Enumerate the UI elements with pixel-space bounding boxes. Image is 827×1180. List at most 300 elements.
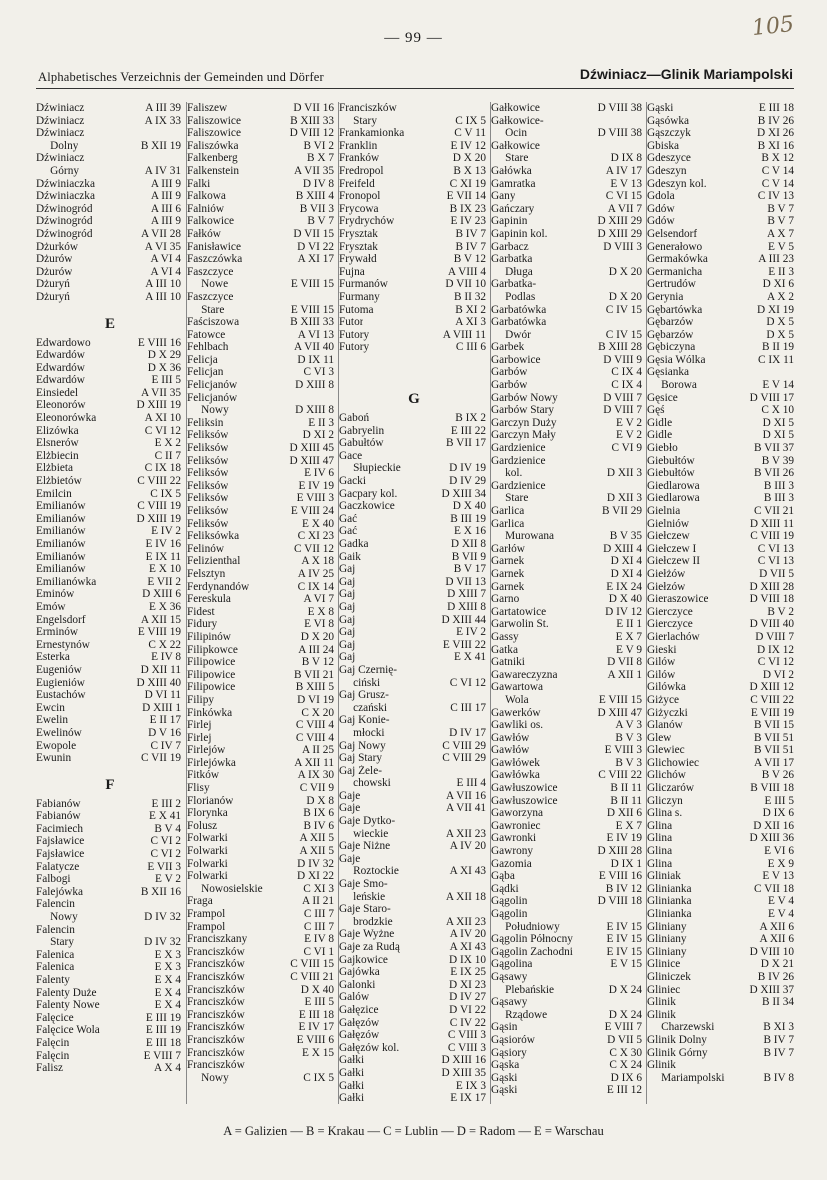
map-reference: E IX 3 xyxy=(455,1079,486,1092)
place-name: leńskie xyxy=(339,890,386,903)
index-entry xyxy=(187,518,337,531)
index-entry xyxy=(339,278,489,291)
index-entry xyxy=(647,568,797,581)
place-name: Gąba xyxy=(491,870,515,883)
map-reference xyxy=(483,815,489,828)
index-entry xyxy=(36,752,184,765)
map-reference: D X 24 xyxy=(608,1008,642,1021)
place-name: Eugieniów xyxy=(36,676,85,689)
index-entry xyxy=(187,291,337,304)
map-reference: A VII 35 xyxy=(141,386,181,399)
place-name: Gaje xyxy=(339,852,361,865)
place-name: Felsztyn xyxy=(187,567,226,580)
place-name: Faszczyce xyxy=(187,265,234,278)
index-entry xyxy=(36,740,184,753)
map-reference: E VIII 16 xyxy=(598,870,642,883)
place-name: Giełżów xyxy=(647,567,686,580)
index-entry xyxy=(36,873,184,886)
place-name: Folwarki xyxy=(187,845,228,858)
place-name: Glichowiec xyxy=(647,756,700,769)
index-entry xyxy=(491,165,645,178)
index-entry xyxy=(647,417,797,430)
place-name: Nowy xyxy=(187,404,229,417)
index-entry xyxy=(339,1067,489,1080)
place-name: Gałkowice xyxy=(491,102,540,114)
place-name: Feliksin xyxy=(187,416,224,429)
place-name: brodzkie xyxy=(339,915,393,928)
map-reference: C VI 3 xyxy=(303,366,334,379)
place-name: Gąski xyxy=(491,1071,518,1084)
map-reference: E VIII 19 xyxy=(750,706,794,719)
map-reference: B VIII 18 xyxy=(750,782,794,795)
map-reference: A IV 31 xyxy=(144,164,181,177)
map-reference: E III 12 xyxy=(606,1084,642,1097)
map-reference: E IV 8 xyxy=(151,651,181,664)
place-name: Garbów Nowy xyxy=(491,391,558,404)
index-entry xyxy=(491,870,645,883)
index-entry xyxy=(36,576,184,589)
place-name: Gałki xyxy=(339,1079,365,1092)
map-reference: A IX 33 xyxy=(144,114,181,127)
index-entry xyxy=(647,782,797,795)
place-name: Gągolin Zachodni xyxy=(491,945,573,958)
place-name: Gawronki xyxy=(491,832,537,845)
map-reference xyxy=(483,450,489,463)
place-name: Gawłów xyxy=(491,744,530,757)
index-entry xyxy=(187,984,337,997)
map-reference: E X 4 xyxy=(154,999,181,1012)
index-entry xyxy=(36,127,184,140)
map-reference: B XI 2 xyxy=(455,303,486,316)
index-entry xyxy=(647,744,797,757)
place-name: Elżbiecin xyxy=(36,449,79,462)
map-reference: D XIII 47 xyxy=(289,454,334,467)
place-name: Gawrony xyxy=(491,845,534,858)
place-name: Facimiech xyxy=(36,822,84,835)
map-reference xyxy=(639,996,645,1009)
index-entry xyxy=(187,669,337,682)
index-entry xyxy=(36,1024,184,1037)
map-reference: E X 3 xyxy=(154,961,181,974)
index-entry xyxy=(491,530,645,543)
place-name: Falęcin xyxy=(36,1049,70,1062)
map-reference: C VIII 19 xyxy=(137,500,181,513)
place-name: Elizówka xyxy=(36,424,79,437)
place-name: Falęcin xyxy=(36,1036,70,1049)
map-reference: B II 19 xyxy=(761,341,794,354)
map-reference: E III 5 xyxy=(764,794,794,807)
map-reference: C VIII 22 xyxy=(750,693,794,706)
place-name: Gąsówka xyxy=(647,114,690,127)
place-name: Dwór xyxy=(491,328,531,341)
index-entry xyxy=(647,707,797,720)
place-name: Fredropol xyxy=(339,164,384,177)
place-name: Glina xyxy=(647,857,673,870)
place-name: Falenty Nowe xyxy=(36,999,100,1012)
place-name: Garbatówka xyxy=(491,316,547,329)
place-name: Gaje Smo- xyxy=(339,878,388,891)
place-name: Gilów xyxy=(647,656,676,669)
index-entry xyxy=(491,417,645,430)
map-reference: D IX 11 xyxy=(297,353,334,366)
place-name: Gacki xyxy=(339,475,366,488)
index-entry xyxy=(339,412,489,425)
place-name: Gertrudów xyxy=(647,278,696,291)
index-entry xyxy=(339,329,489,342)
index-entry xyxy=(187,606,337,619)
index-entry xyxy=(36,241,184,254)
index-entry xyxy=(339,462,489,475)
map-reference: D VIII 18 xyxy=(749,593,794,606)
map-reference xyxy=(483,689,489,702)
map-reference: D XI 5 xyxy=(762,429,794,442)
place-name: Gajkowice xyxy=(339,953,388,966)
map-reference: D XIII 40 xyxy=(136,676,181,689)
place-name: Gawartowa xyxy=(491,681,544,694)
index-column-1 xyxy=(36,102,184,1104)
region-legend: A = Galizien — B = Krakau — C = Lublin — D = Radom — E = Warschau xyxy=(223,1124,604,1138)
index-entry xyxy=(491,190,645,203)
index-entry xyxy=(647,543,797,556)
place-name: Garbów xyxy=(491,366,528,379)
index-entry xyxy=(647,1072,797,1085)
place-name: Mariampolski xyxy=(647,1071,725,1084)
map-reference: D XIII 8 xyxy=(295,404,334,417)
map-reference: D IV 32 xyxy=(144,911,181,924)
place-name: czański xyxy=(339,701,387,714)
place-name: Eugeniów xyxy=(36,663,82,676)
index-entry xyxy=(36,1037,184,1050)
index-entry xyxy=(647,530,797,543)
map-reference: E III 5 xyxy=(304,996,334,1009)
map-reference: C VI 9 xyxy=(611,442,642,455)
map-reference: D VIII 12 xyxy=(289,127,334,140)
map-reference: D VIII 7 xyxy=(603,391,642,404)
place-name: Gęsia Wólka xyxy=(647,353,706,366)
index-entry xyxy=(187,178,337,191)
index-entry xyxy=(187,480,337,493)
index-entry xyxy=(491,644,645,657)
index-entry xyxy=(647,304,797,317)
index-entry xyxy=(36,551,184,564)
place-name: Filipowice xyxy=(187,668,236,681)
map-reference: D VIII 7 xyxy=(755,630,794,643)
place-name: Garlica xyxy=(491,517,525,530)
index-column-2 xyxy=(186,102,337,1104)
index-entry xyxy=(491,921,645,934)
index-entry xyxy=(647,732,797,745)
map-reference xyxy=(639,253,645,266)
place-name: Gawłuszowice xyxy=(491,782,558,795)
map-reference: D XIII 47 xyxy=(597,706,642,719)
place-name: Felicjanów xyxy=(187,391,238,404)
place-name: Felicja xyxy=(187,353,218,366)
place-name: Stary xyxy=(339,114,377,127)
place-name: Filipkowce xyxy=(187,643,238,656)
place-name: Garbatówka xyxy=(491,303,547,316)
index-entry xyxy=(36,437,184,450)
map-reference: A III 9 xyxy=(150,215,181,228)
index-entry xyxy=(647,757,797,770)
place-name: Ewunin xyxy=(36,752,72,765)
index-entry xyxy=(36,823,184,836)
index-entry xyxy=(187,757,337,770)
map-reference: B IV 6 xyxy=(303,819,334,832)
place-name: Garnek xyxy=(491,555,525,568)
index-entry xyxy=(187,946,337,959)
index-entry xyxy=(491,1059,645,1072)
map-reference: C VIII 22 xyxy=(137,475,181,488)
place-name: Edwardów xyxy=(36,349,85,362)
place-name: Gawłuszowice xyxy=(491,794,558,807)
place-name: Firlejów xyxy=(187,744,226,757)
place-name: Fitków xyxy=(187,769,220,782)
index-entry xyxy=(339,241,489,254)
place-name: Gańczary xyxy=(491,202,535,215)
map-reference: D XIII 37 xyxy=(749,983,794,996)
map-reference xyxy=(639,971,645,984)
map-reference: B XIII 28 xyxy=(598,341,642,354)
place-name: Południowy xyxy=(491,920,560,933)
place-name: Glina xyxy=(647,845,673,858)
index-entry xyxy=(187,442,337,455)
map-reference: A XII 5 xyxy=(299,845,334,858)
map-reference: B VII 3 xyxy=(299,202,334,215)
map-reference: D VII 16 xyxy=(293,102,334,114)
map-reference: C X 20 xyxy=(301,706,334,719)
place-name: Gęsice xyxy=(647,391,678,404)
index-entry xyxy=(491,858,645,871)
map-reference: C VIII 29 xyxy=(442,752,486,765)
place-name: Gądki xyxy=(491,882,519,895)
map-reference: B IX 23 xyxy=(449,202,486,215)
map-reference: C VIII 15 xyxy=(290,958,334,971)
index-entry xyxy=(36,651,184,664)
place-name: Futory xyxy=(339,341,370,354)
index-entry xyxy=(36,278,184,291)
index-entry xyxy=(647,984,797,997)
index-entry xyxy=(339,513,489,526)
map-reference: E IV 2 xyxy=(456,626,486,639)
index-entry xyxy=(647,719,797,732)
map-reference: D X 29 xyxy=(147,349,181,362)
map-reference xyxy=(331,266,337,279)
map-reference: D XI 19 xyxy=(756,303,794,316)
index-entry xyxy=(491,757,645,770)
place-name: Glanów xyxy=(647,719,683,732)
map-reference: D IV 32 xyxy=(144,936,181,949)
place-name: Gliniany xyxy=(647,920,687,933)
index-entry xyxy=(647,442,797,455)
index-entry xyxy=(339,127,489,140)
map-reference: C III 7 xyxy=(303,908,334,920)
place-name: Gaje Niżne xyxy=(339,840,391,853)
map-reference: E II 3 xyxy=(308,416,334,429)
map-reference: E VIII 15 xyxy=(598,693,642,706)
place-name: Germakówka xyxy=(647,253,708,266)
map-reference: E III 4 xyxy=(456,777,486,790)
index-entry xyxy=(491,392,645,405)
place-name: Gilów xyxy=(647,668,676,681)
index-entry xyxy=(339,488,489,501)
index-entry xyxy=(491,656,645,669)
place-name: Glinianka xyxy=(647,895,692,908)
map-reference: D IV 32 xyxy=(297,857,334,870)
place-name: Stare xyxy=(491,152,529,165)
map-reference: B V 35 xyxy=(609,530,642,543)
map-reference: A XII 5 xyxy=(299,832,334,845)
place-name: Gierlachów xyxy=(647,630,700,643)
index-entry xyxy=(187,543,337,556)
place-name: Wola xyxy=(491,693,529,706)
place-name: Feliksów xyxy=(187,429,229,442)
index-entry xyxy=(647,518,797,531)
place-name: Giełczew II xyxy=(647,555,700,568)
place-name: Generałowo xyxy=(647,240,703,253)
place-name: Franklin xyxy=(339,139,378,152)
map-reference: C VI 2 xyxy=(150,835,181,848)
index-entry xyxy=(491,707,645,720)
index-entry xyxy=(339,304,489,317)
place-name: Gałęzów xyxy=(339,1016,380,1029)
map-reference: C VI 13 xyxy=(757,542,794,555)
place-name: Giebło xyxy=(647,442,678,455)
place-name: Faszczyce xyxy=(187,290,234,303)
map-reference xyxy=(483,664,489,677)
index-entry xyxy=(187,530,337,543)
place-name: Giełczew xyxy=(647,530,690,543)
place-name: Gąsawy xyxy=(491,970,528,983)
index-entry xyxy=(339,576,489,589)
index-entry xyxy=(187,455,337,468)
place-name: Franciszków xyxy=(187,1021,245,1034)
map-reference: A XII 15 xyxy=(140,613,181,626)
index-entry xyxy=(491,366,645,379)
place-name: Glina xyxy=(647,819,673,832)
index-entry xyxy=(647,644,797,657)
map-reference: D IV 17 xyxy=(449,726,486,739)
place-name: Garnek xyxy=(491,567,525,580)
place-name: Glinik xyxy=(647,996,676,1009)
index-entry xyxy=(339,538,489,551)
index-entry xyxy=(187,140,337,153)
map-reference: E V 5 xyxy=(768,240,794,253)
index-entry xyxy=(647,467,797,480)
place-name: Gacpary kol. xyxy=(339,487,398,500)
map-reference: B XIII 5 xyxy=(295,681,334,694)
map-reference: D VI 19 xyxy=(297,693,334,706)
index-entry xyxy=(491,946,645,959)
index-entry xyxy=(36,601,184,614)
index-entry xyxy=(339,790,489,803)
place-name: Gąsiory xyxy=(491,1046,527,1059)
place-name: Furmanów xyxy=(339,278,388,291)
index-entry xyxy=(36,525,184,538)
map-reference: C VI 15 xyxy=(605,190,642,203)
place-name: Gidle xyxy=(647,416,673,429)
index-entry xyxy=(647,1047,797,1060)
index-entry xyxy=(647,392,797,405)
place-name: ciński xyxy=(339,676,381,689)
index-entry xyxy=(491,215,645,228)
map-reference: D XIII 19 xyxy=(136,512,181,525)
map-reference: B IV 7 xyxy=(455,240,486,253)
map-reference: D X 20 xyxy=(300,630,334,643)
map-reference: A III 10 xyxy=(145,278,181,291)
index-entry xyxy=(491,329,645,342)
index-entry xyxy=(491,505,645,518)
map-reference: C VII 18 xyxy=(754,882,794,895)
place-name: Gać xyxy=(339,525,358,538)
index-entry xyxy=(491,606,645,619)
header-rule xyxy=(36,88,794,89)
map-reference: D XIII 16 xyxy=(441,1054,486,1067)
place-name: Falencin xyxy=(36,923,75,936)
map-reference: A XI 10 xyxy=(144,412,181,425)
place-name: Giżyce xyxy=(647,693,679,706)
map-reference: A III 9 xyxy=(150,190,181,203)
place-name: Dżurów xyxy=(36,253,73,266)
map-reference: D IX 1 xyxy=(610,857,642,870)
index-entry xyxy=(36,450,184,463)
place-name: Garbatka xyxy=(491,253,533,266)
index-entry xyxy=(187,379,337,392)
place-name: Gęś xyxy=(647,404,665,417)
map-reference: E X 41 xyxy=(148,810,181,823)
map-reference: C IX 18 xyxy=(144,462,181,475)
index-entry xyxy=(36,961,184,974)
index-entry xyxy=(36,488,184,501)
index-entry xyxy=(339,178,489,191)
place-name: Ewcin xyxy=(36,701,65,714)
map-reference: D VII 10 xyxy=(445,278,486,291)
index-entry xyxy=(187,1034,337,1047)
map-reference: E IV 15 xyxy=(606,920,642,933)
map-reference: D X 40 xyxy=(452,500,486,513)
index-entry xyxy=(36,1050,184,1063)
index-entry xyxy=(339,215,489,228)
index-entry xyxy=(339,966,489,979)
index-entry xyxy=(339,891,489,904)
map-reference: D XI 23 xyxy=(448,978,486,991)
place-name: Firlej xyxy=(187,731,212,744)
index-entry xyxy=(647,253,797,266)
map-reference: D XIII 36 xyxy=(749,832,794,845)
place-name: Dźwinogród xyxy=(36,215,93,228)
map-reference: E III 2 xyxy=(151,797,181,810)
map-reference: E V 13 xyxy=(762,870,794,883)
place-name: Giedlarowa xyxy=(647,479,700,492)
index-entry xyxy=(36,626,184,639)
place-name: Emilianów xyxy=(36,500,86,513)
index-entry xyxy=(187,958,337,971)
place-name: Dźwiniaczka xyxy=(36,190,95,203)
index-entry xyxy=(187,127,337,140)
place-name: Emów xyxy=(36,600,66,613)
index-entry xyxy=(647,115,797,128)
place-name: Gadka xyxy=(339,538,369,550)
map-reference: D X 24 xyxy=(608,983,642,996)
place-name: Gartatowice xyxy=(491,605,547,618)
map-reference: C VI 2 xyxy=(150,848,181,861)
place-name: Gaje Wyżne xyxy=(339,928,395,941)
map-reference: D XI 26 xyxy=(756,127,794,140)
index-entry xyxy=(647,858,797,871)
map-reference: E VI 6 xyxy=(764,845,794,858)
map-reference: D XIII 7 xyxy=(447,588,486,601)
index-entry xyxy=(36,563,184,576)
index-entry xyxy=(36,253,184,266)
